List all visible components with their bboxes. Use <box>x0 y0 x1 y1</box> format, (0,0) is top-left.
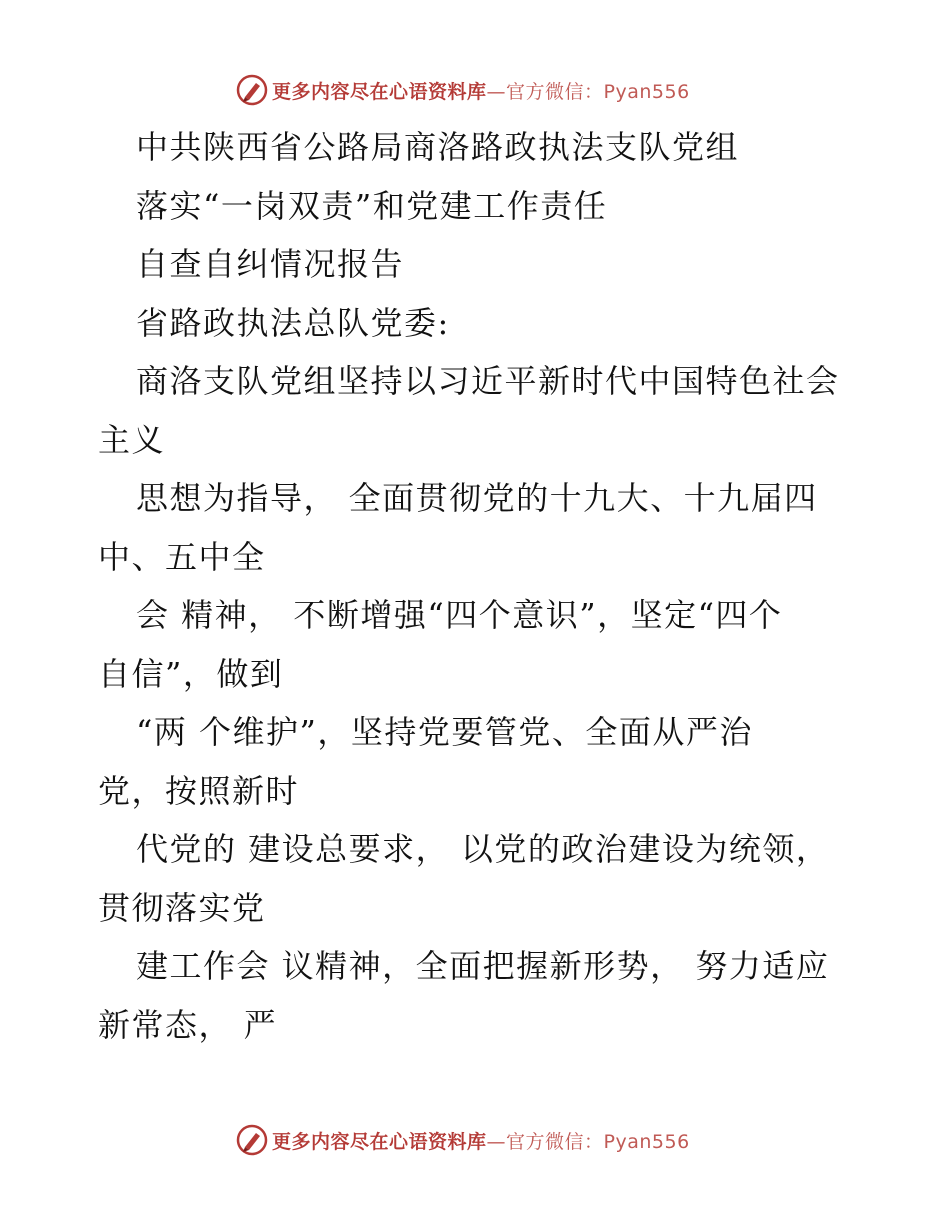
doc-title-line-3: 自查自纠情况报告 <box>136 245 405 283</box>
doc-paragraph-line: 会 精神， 不断增强“四个意识”，坚定“四个 <box>136 596 783 634</box>
doc-paragraph-line: 建工作会 议精神，全面把握新形势， 努力适应 <box>136 947 830 985</box>
doc-paragraph-line: 代党的 建设总要求， 以党的政治建设为统领， <box>136 830 830 868</box>
doc-title-line-1: 中共陕西省公路局商洛路政执法支队党组 <box>136 128 740 166</box>
doc-paragraph-line: 贯彻落实党 <box>98 888 266 927</box>
doc-title-line-2: 落实“一岗双责”和党建工作责任 <box>136 186 608 225</box>
doc-paragraph-line: 商洛支队党组坚持以习近平新时代中国特色社会 <box>136 362 840 400</box>
doc-paragraph-line: 自信”，做到 <box>98 654 284 693</box>
document-body <box>98 118 858 1054</box>
header-watermark <box>236 73 690 107</box>
watermark-sub: 官方微信：Pyan556 <box>506 1130 690 1153</box>
watermark-sub: 官方微信：Pyan556 <box>506 80 690 103</box>
doc-paragraph-line: 新常态， 严 <box>98 1005 278 1044</box>
doc-paragraph-line: 思想为指导， 全面贯彻党的十九大、十九届四 <box>136 479 818 517</box>
doc-salutation: 省路政执法总队党委: <box>136 303 450 342</box>
doc-paragraph-line: “两 个维护”，坚持党要管党、全面从严治 <box>136 713 753 751</box>
watermark-main: 更多内容尽在心语资料库 <box>272 80 487 103</box>
footer-watermark <box>236 1123 690 1157</box>
pen-logo-icon <box>236 1124 268 1156</box>
doc-paragraph-line: 中、五中全 <box>98 537 266 576</box>
watermark-main: 更多内容尽在心语资料库 <box>272 1130 487 1153</box>
watermark-dash: — <box>486 80 507 103</box>
watermark-dash: — <box>486 1130 507 1153</box>
doc-paragraph-line: 党，按照新时 <box>98 771 300 810</box>
watermark-text <box>272 77 690 104</box>
pen-logo-icon <box>236 74 268 106</box>
watermark-text <box>272 1127 690 1154</box>
doc-paragraph-line: 主义 <box>98 420 166 459</box>
